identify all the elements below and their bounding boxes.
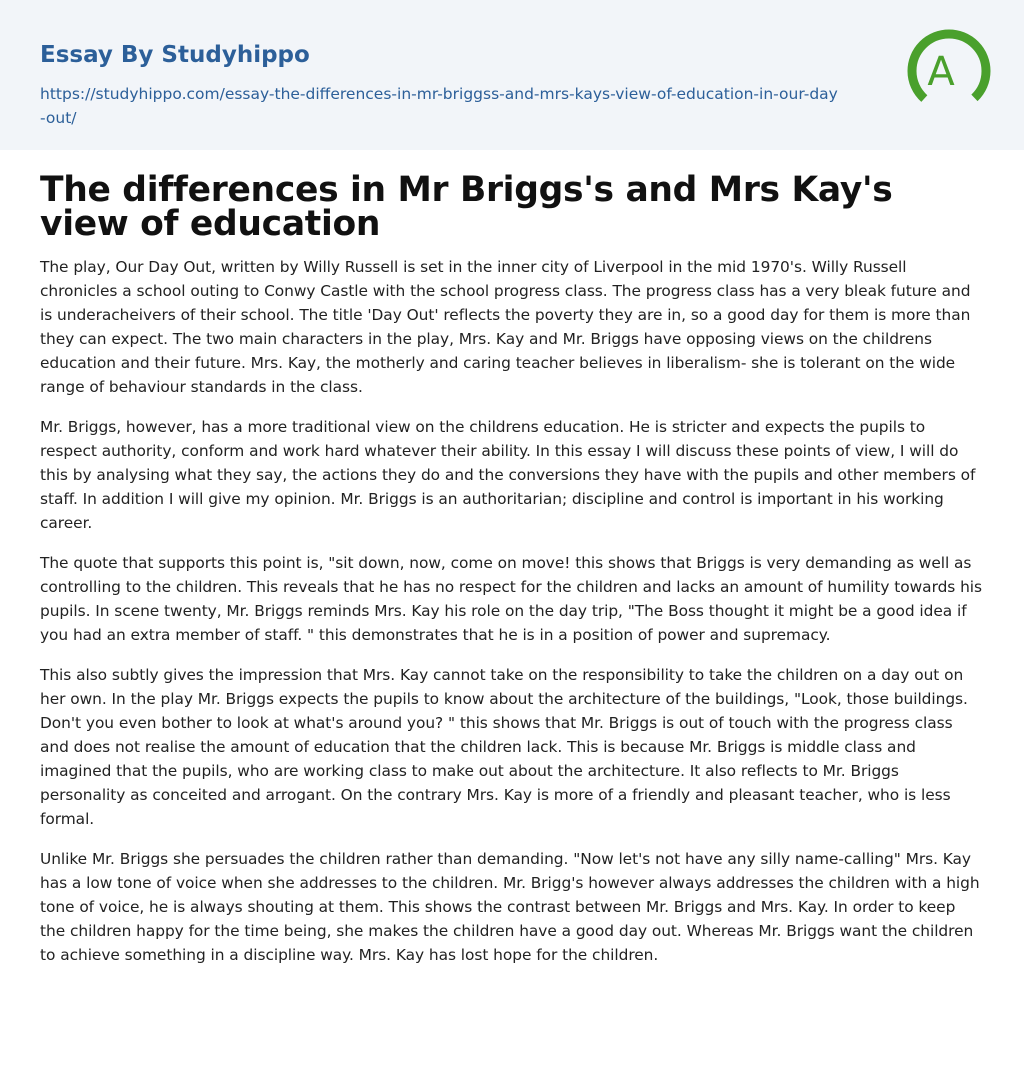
essay-paragraph-4: This also subtly gives the impression that Mrs. Kay cannot take on the responsibility to take the children on a day out on her own. In the play Mr. Briggs expects the pupils to know about the architecture of the buildings, "Look, those buildings. Don't you even bother to look at what's around you? " this shows that Mr. Briggs is out of touch with the progress class and does not realise the amount of education that the children lack. This is because Mr. Briggs is middle class and imagined that the pupils, who are working class to make out about the architecture. It also reflects to Mr. Briggs personality as conceited and arrogant. On the contrary Mrs. Kay is more of a friendly and pleasant teacher, who is less formal. — [40, 666, 968, 828]
essay-paragraph-3: The quote that supports this point is, "sit down, now, come on move! this shows that Briggs is very demanding as well as controlling to the children. This reveals that he has no respect for the children and lacks an amount of humility towards his pupils. In scene twenty, Mr. Briggs reminds Mrs. Kay his role on the day trip, "The Boss thought it might be a good idea if you had an extra member of staff. " this demonstrates that he is in a position of power and supremacy. — [40, 554, 983, 644]
article — [0, 170, 1024, 967]
essay-paragraph-5: Unlike Mr. Briggs she persuades the children rather than demanding. "Now let's not have any silly name-calling" Mrs. Kay has a low tone of voice when she addresses to the children. Mr. Brigg's however always addresses the children with a high tone of voice, he is always shouting at them. This shows the contrast between Mr. Briggs and Mrs. Kay. In order to keep the children happy for the time being, she makes the children have a good day out. Whereas Mr. Briggs want the children to achieve something in a discipline way. Mrs. Kay has lost hope for the children. — [40, 850, 980, 964]
brand-title: Essay By Studyhippo — [40, 42, 310, 68]
essay-url-link[interactable]: https://studyhippo.com/essay-the-differences-in-mr-briggss-and-mrs-kays-view-of-education-in-our-day-out/ — [40, 85, 838, 127]
logo-letter: A — [927, 49, 955, 95]
studyhippo-logo[interactable] — [905, 27, 993, 115]
essay-paragraph-2: Mr. Briggs, however, has a more traditional view on the childrens education. He is stricter and expects the pupils to respect authority, conform and work hard whatever their ability. In this essay I will discuss these points of view, I will do this by analysing what they say, the actions they do and the conversions they have with the pupils and other members of staff. In addition I will give my opinion. Mr. Briggs is an authoritarian; discipline and control is important in his working career. — [40, 418, 976, 532]
site-header — [0, 0, 1024, 150]
essay-paragraph-1: The play, Our Day Out, written by Willy Russell is set in the inner city of Liverpool in the mid 1970's. Willy Russell chronicles a school outing to Conwy Castle with the school progress class. The progress class has a very bleak future and is underacheivers of their school. The title 'Day Out' reflects the poverty they are in, so a good day for them is more than they can expect. The two main characters in the play, Mrs. Kay and Mr. Briggs have opposing views on the childrens education and their future. Mrs. Kay, the motherly and caring teacher believes in liberalism- she is tolerant on the wide range of behaviour standards in the class. — [40, 258, 971, 396]
essay-title: The differences in Mr Briggs's and Mrs Kay's view of education — [40, 170, 893, 244]
